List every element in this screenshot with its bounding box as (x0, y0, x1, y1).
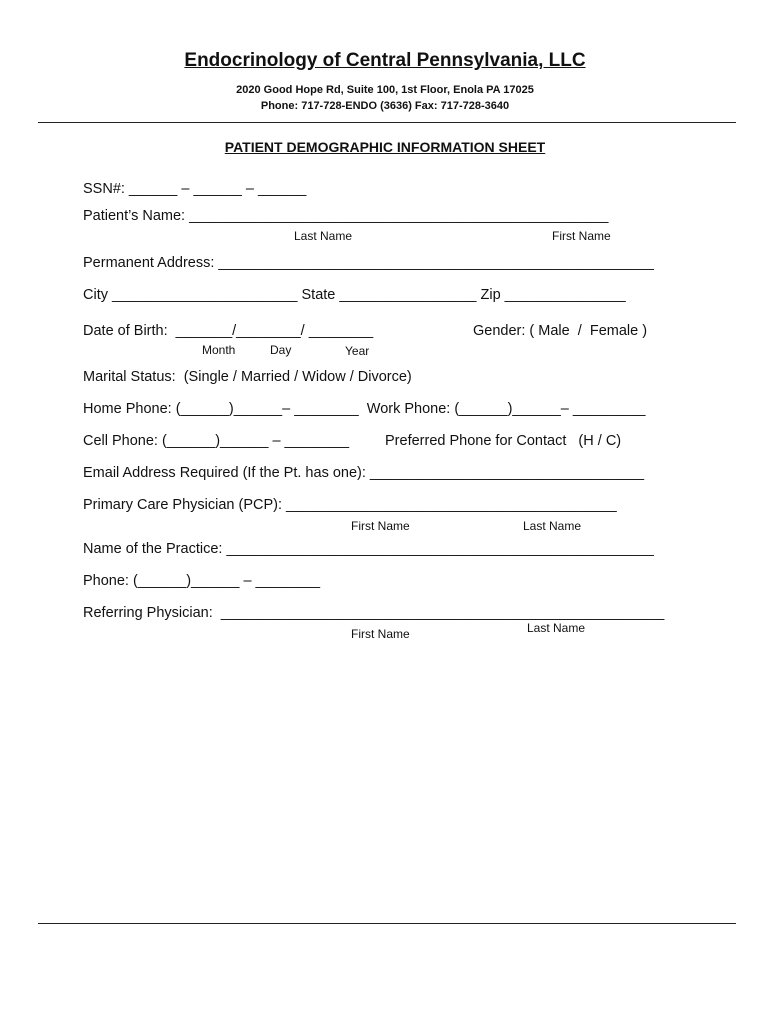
permanent-address-field[interactable]: Permanent Address: ______________________________________________________ (83, 255, 654, 271)
cell-phone-field[interactable]: Cell Phone: (______)______ – ________ (83, 433, 350, 449)
marital-status-field[interactable]: Marital Status: (Single / Married / Widow / Divorce) (83, 369, 412, 385)
referring-physician-field[interactable]: Referring Physician: _______________________________________________________ (83, 605, 665, 621)
top-divider (38, 122, 736, 123)
pcp-field[interactable]: Primary Care Physician (PCP): _________________________________________ (83, 497, 617, 513)
practice-phone-field[interactable]: Phone: (______)______ – ________ (83, 573, 321, 589)
practice-name-field[interactable]: Name of the Practice: _____________________________________________________ (83, 541, 654, 557)
practice-title: Endocrinology of Central Pennsylvania, LLC (184, 50, 586, 71)
ref-last-name-caption: Last Name (527, 621, 586, 635)
dob-year-caption: Year (345, 344, 370, 358)
preferred-phone-field[interactable]: Preferred Phone for Contact (H / C) (385, 433, 622, 449)
bottom-divider (38, 923, 736, 924)
form-heading: PATIENT DEMOGRAPHIC INFORMATION SHEET (224, 139, 546, 155)
pcp-last-name-caption: Last Name (523, 519, 582, 533)
practice-address: 2020 Good Hope Rd, Suite 100, 1st Floor, Enola PA 17025 (236, 84, 534, 96)
patient-name-field[interactable]: Patient’s Name: ____________________________________________________ (83, 208, 609, 224)
email-field[interactable]: Email Address Required (If the Pt. has one): __________________________________ (83, 465, 645, 481)
date-of-birth-field[interactable]: Date of Birth: _______/________/ ________ (83, 323, 374, 339)
patient-first-name-caption: First Name (552, 229, 611, 243)
ref-first-name-caption: First Name (351, 627, 410, 641)
ssn-field[interactable]: SSN#: ______ – ______ – ______ (83, 181, 307, 197)
gender-field[interactable]: Gender: ( Male / Female ) (473, 323, 648, 339)
dob-month-caption: Month (202, 343, 236, 357)
pcp-first-name-caption: First Name (351, 519, 410, 533)
city-state-zip-field[interactable]: City _______________________ State _________________ Zip _______________ (83, 287, 626, 303)
practice-phone-fax: Phone: 717-728-ENDO (3636) Fax: 717-728-3640 (260, 100, 510, 112)
patient-last-name-caption: Last Name (294, 229, 353, 243)
dob-day-caption: Day (270, 343, 292, 357)
home-work-phone-field[interactable]: Home Phone: (______)______– ________ Work Phone: (______)______– _________ (83, 401, 646, 417)
